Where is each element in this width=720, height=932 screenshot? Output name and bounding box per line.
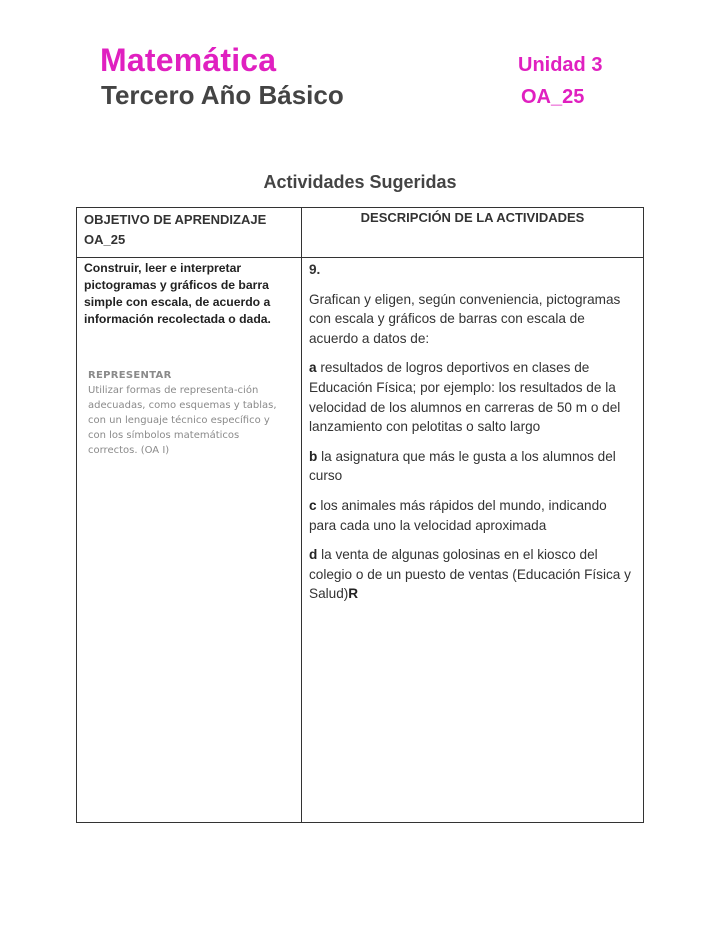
item-letter: a xyxy=(309,360,317,376)
skill-note xyxy=(88,368,278,458)
item-text: la venta de algunas golosinas en el kiosco del colegio o de un puesto de ventas (Educación Física y Salud) xyxy=(309,547,631,602)
activity-item-a xyxy=(309,358,637,436)
grade-title: Tercero Año Básico xyxy=(101,80,344,110)
activity-item-d xyxy=(309,545,637,604)
description-column-header: DESCRIPCIÓN DE LA ACTIVIDADES xyxy=(360,210,585,225)
item-text: la asignatura que más le gusta a los alumnos del curso xyxy=(309,448,616,484)
activity-description xyxy=(309,260,637,614)
table-column-divider xyxy=(301,208,302,822)
activity-intro: Grafican y eligen, según conveniencia, pictogramas con escala y gráficos de barras con escala de acuerdo a datos de: xyxy=(309,291,621,346)
item-letter: d xyxy=(309,547,318,563)
trailing-mark: R xyxy=(348,586,359,602)
skill-body: Utilizar formas de representa-ción adecuadas, como esquemas y tablas, con un lenguaje técnico específico y con los símbolos matemáticos correctos. (OA I) xyxy=(88,385,277,456)
item-text: los animales más rápidos del mundo, indicando para cada uno la velocidad aproximada xyxy=(309,497,607,533)
activity-item-b xyxy=(309,447,637,486)
unit-label: Unidad 3 xyxy=(518,54,603,76)
subject-title: Matemática xyxy=(100,42,277,78)
item-text: resultados de logros deportivos en clases de Educación Física; por ejemplo: los resultados de la velocidad de los alumnos en carreras de 50 m o del lanzamiento con pelotitas o salto largo xyxy=(309,360,621,435)
activity-number: 9. xyxy=(309,262,321,277)
oa-code-label: OA_25 xyxy=(521,86,585,108)
learning-objective-text: Construir, leer e interpretar pictogramas y gráficos de barra simple con escala, de acuerdo a información recolectada o dada. xyxy=(84,261,271,326)
activity-item-c xyxy=(309,496,637,535)
table-header-divider xyxy=(77,257,643,258)
objective-column-header: OBJETIVO DE APRENDIZAJE OA_25 xyxy=(84,212,267,247)
skill-title: REPRESENTAR xyxy=(88,370,172,381)
activities-table xyxy=(76,207,644,823)
section-title: Actividades Sugeridas xyxy=(263,172,457,192)
item-letter: c xyxy=(309,497,317,513)
item-letter: b xyxy=(309,448,318,464)
